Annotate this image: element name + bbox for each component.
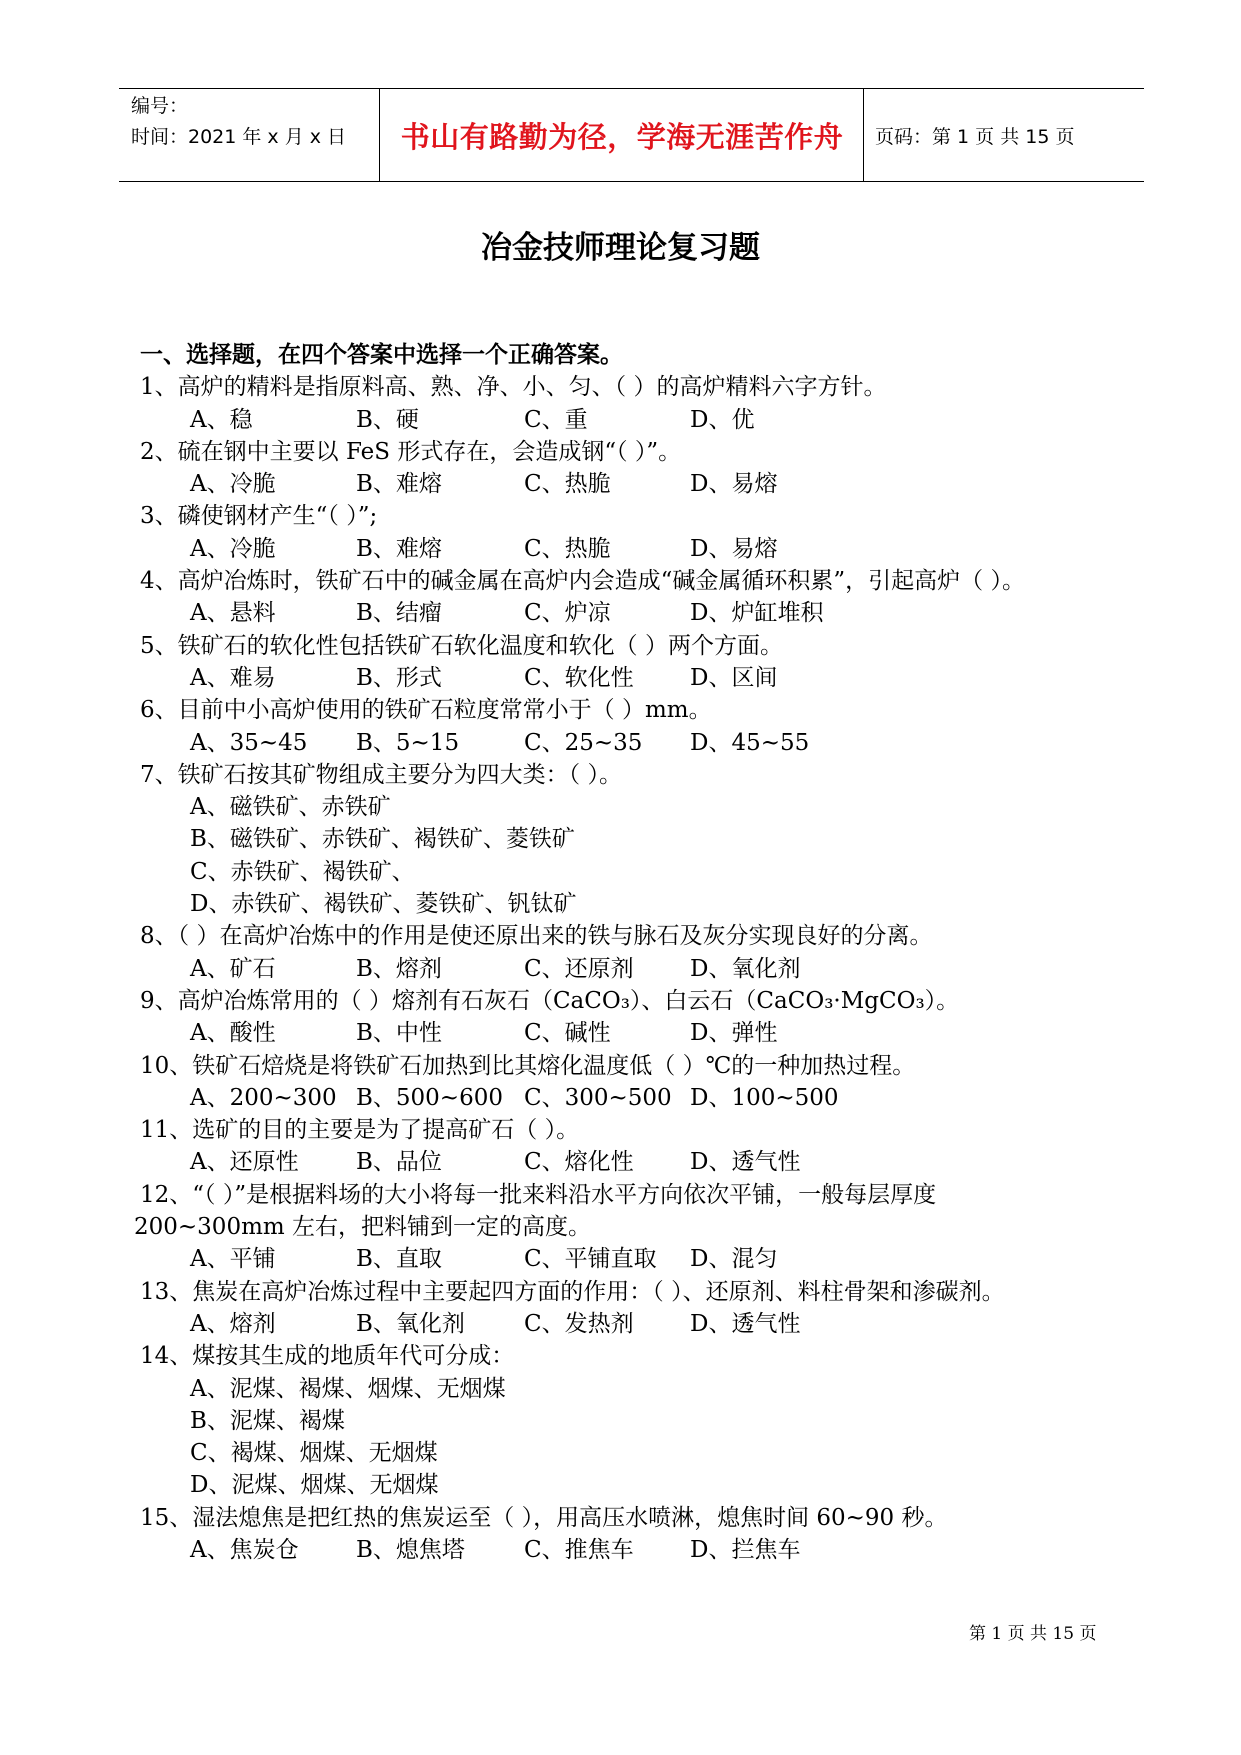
- option-d: D、区间: [690, 664, 778, 691]
- option-b: B、熄焦塔: [356, 1536, 465, 1563]
- option-d: D、易熔: [690, 535, 778, 562]
- question-text-continued: 200~300mm 左右，把料铺到一定的高度。: [134, 1214, 592, 1241]
- option-a: A、泥煤、褐煤、烟煤、无烟煤: [190, 1375, 506, 1402]
- option-a: A、熔剂: [190, 1310, 276, 1337]
- option-c: C、热脆: [524, 535, 611, 562]
- option-d: D、泥煤、烟煤、无烟煤: [190, 1472, 439, 1499]
- option-a: A、冷脆: [190, 471, 276, 498]
- option-d: D、易熔: [690, 471, 778, 498]
- option-b: B、5~15: [356, 729, 460, 756]
- option-b: B、品位: [356, 1149, 442, 1176]
- option-a: A、悬料: [190, 600, 276, 627]
- option-b: B、熔剂: [356, 955, 442, 982]
- option-a: A、矿石: [190, 955, 276, 982]
- page-footer: 第 1 页 共 15 页: [969, 1624, 1097, 1644]
- question-text: 7、铁矿石按其矿物组成主要分为四大类：（ ）。: [140, 761, 622, 788]
- option-c: C、赤铁矿、褐铁矿、: [190, 858, 415, 885]
- question-text: 2、硫在钢中主要以 FeS 形式存在，会造成钢“（ ）”。: [140, 438, 682, 465]
- question-text: 5、铁矿石的软化性包括铁矿石软化温度和软化（ ）两个方面。: [140, 632, 783, 659]
- option-c: C、推焦车: [524, 1536, 634, 1563]
- option-a: A、200~300: [190, 1084, 337, 1111]
- number-label: 编号：: [131, 95, 189, 117]
- option-b: B、难熔: [356, 535, 442, 562]
- option-b: B、中性: [356, 1020, 442, 1047]
- option-a: A、难易: [190, 664, 276, 691]
- option-a: A、平铺: [190, 1246, 276, 1273]
- option-b: B、结瘤: [356, 600, 442, 627]
- option-b: B、硬: [356, 406, 419, 433]
- option-d: D、优: [690, 406, 755, 433]
- option-d: D、透气性: [690, 1310, 801, 1337]
- options-row: [140, 404, 1130, 436]
- option-a: A、磁铁矿、赤铁矿: [190, 794, 391, 821]
- option-d: D、弹性: [690, 1020, 778, 1047]
- options-row: [140, 533, 1130, 565]
- option-c: C、热脆: [524, 471, 611, 498]
- options-row: [140, 953, 1130, 985]
- option-d: D、100~500: [690, 1084, 839, 1111]
- option-c: C、碱性: [524, 1020, 611, 1047]
- question-text: 3、磷使钢材产生“（ ）”;: [140, 503, 378, 530]
- option-b: B、直取: [356, 1246, 442, 1273]
- option-d: D、炉缸堆积: [690, 600, 824, 627]
- option-d: D、透气性: [690, 1149, 801, 1176]
- option-a: A、冷脆: [190, 535, 276, 562]
- option-d: D、赤铁矿、褐铁矿、菱铁矿、钒钛矿: [190, 891, 577, 918]
- question-text: 8、（ ）在高炉冶炼中的作用是使还原出来的铁与脉石及灰分实现良好的分离。: [140, 923, 933, 950]
- question-text: 6、目前中小高炉使用的铁矿石粒度常常小于（ ）mm。: [140, 697, 712, 724]
- option-c: C、软化性: [524, 664, 634, 691]
- question-list: [134, 339, 1130, 1566]
- option-b: B、500~600: [356, 1084, 503, 1111]
- question-text: 13、焦炭在高炉冶炼过程中主要起四方面的作用：（ ）、还原剂、料柱骨架和渗碳剂。: [140, 1278, 1005, 1305]
- option-b: B、氧化剂: [356, 1310, 465, 1337]
- question-text: 11、选矿的目的主要是为了提高矿石（ ）。: [140, 1117, 580, 1144]
- option-a: A、酸性: [190, 1020, 276, 1047]
- option-c: C、褐煤、烟煤、无烟煤: [190, 1440, 438, 1467]
- options-row: [140, 1534, 1130, 1566]
- option-b: B、难熔: [356, 471, 442, 498]
- option-b: B、泥煤、褐煤: [190, 1407, 345, 1434]
- question-text: 4、高炉冶炼时，铁矿石中的碱金属在高炉内会造成“碱金属循环积累”，引起高炉（ ）。: [140, 568, 1025, 595]
- option-c: C、300~500: [524, 1084, 672, 1111]
- option-d: D、拦焦车: [690, 1536, 801, 1563]
- option-a: A、还原性: [190, 1149, 299, 1176]
- header-meta: [131, 91, 346, 153]
- section-heading: 一、选择题，在四个答案中选择一个正确答案。: [140, 341, 623, 368]
- document-title: 冶金技师理论复习题: [481, 230, 760, 266]
- options-row: [140, 597, 1130, 629]
- option-c: C、25~35: [524, 729, 643, 756]
- option-c: C、发热剂: [524, 1310, 634, 1337]
- options-row: [140, 727, 1130, 759]
- header-divider: [379, 89, 380, 181]
- option-a: A、焦炭仓: [190, 1536, 299, 1563]
- options-row: [140, 1017, 1130, 1049]
- options-row: [140, 468, 1130, 500]
- options-row: [140, 662, 1130, 694]
- option-b: B、磁铁矿、赤铁矿、褐铁矿、菱铁矿: [190, 826, 575, 853]
- question-text: 15、湿法熄焦是把红热的焦炭运至（ ），用高压水喷淋，熄焦时间 60~90 秒。: [140, 1504, 948, 1531]
- option-b: B、形式: [356, 664, 442, 691]
- option-c: C、熔化性: [524, 1149, 634, 1176]
- option-c: C、重: [524, 406, 588, 433]
- question-text: 1、高炉的精料是指原料高、熟、净、小、匀、（ ）的高炉精料六字方针。: [140, 374, 887, 401]
- header-page-info: 页码：第 1 页 共 15 页: [875, 125, 1075, 148]
- question-text: 10、铁矿石焙烧是将铁矿石加热到比其熔化温度低（ ）℃的一种加热过程。: [140, 1052, 916, 1079]
- question-text: 12、“（ ）”是根据料场的大小将每一批来料沿水平方向依次平铺，一般每层厚度: [140, 1181, 937, 1208]
- header-divider: [863, 89, 864, 181]
- options-row: [140, 1146, 1130, 1178]
- question-text: 14、煤按其生成的地质年代可分成：: [140, 1343, 515, 1370]
- option-d: D、氧化剂: [690, 955, 801, 982]
- options-row: [140, 1243, 1130, 1275]
- options-row: [140, 1082, 1130, 1114]
- header-motto: 书山有路勤为径，学海无涯苦作舟: [400, 119, 844, 154]
- option-a: A、35~45: [190, 729, 308, 756]
- option-c: C、还原剂: [524, 955, 634, 982]
- question-text: 9、高炉冶炼常用的（ ）熔剂有石灰石（CaCO₃）、白云石（CaCO₃·MgCO₃）。: [140, 987, 960, 1014]
- options-row: [140, 1308, 1130, 1340]
- option-c: C、炉凉: [524, 600, 611, 627]
- option-d: D、混匀: [690, 1246, 778, 1273]
- option-a: A、稳: [190, 406, 253, 433]
- time-label: 时间：2021 年 x 月 x 日: [131, 126, 347, 148]
- option-d: D、45~55: [690, 729, 810, 756]
- document-header: [119, 88, 1144, 182]
- option-c: C、平铺直取: [524, 1246, 657, 1273]
